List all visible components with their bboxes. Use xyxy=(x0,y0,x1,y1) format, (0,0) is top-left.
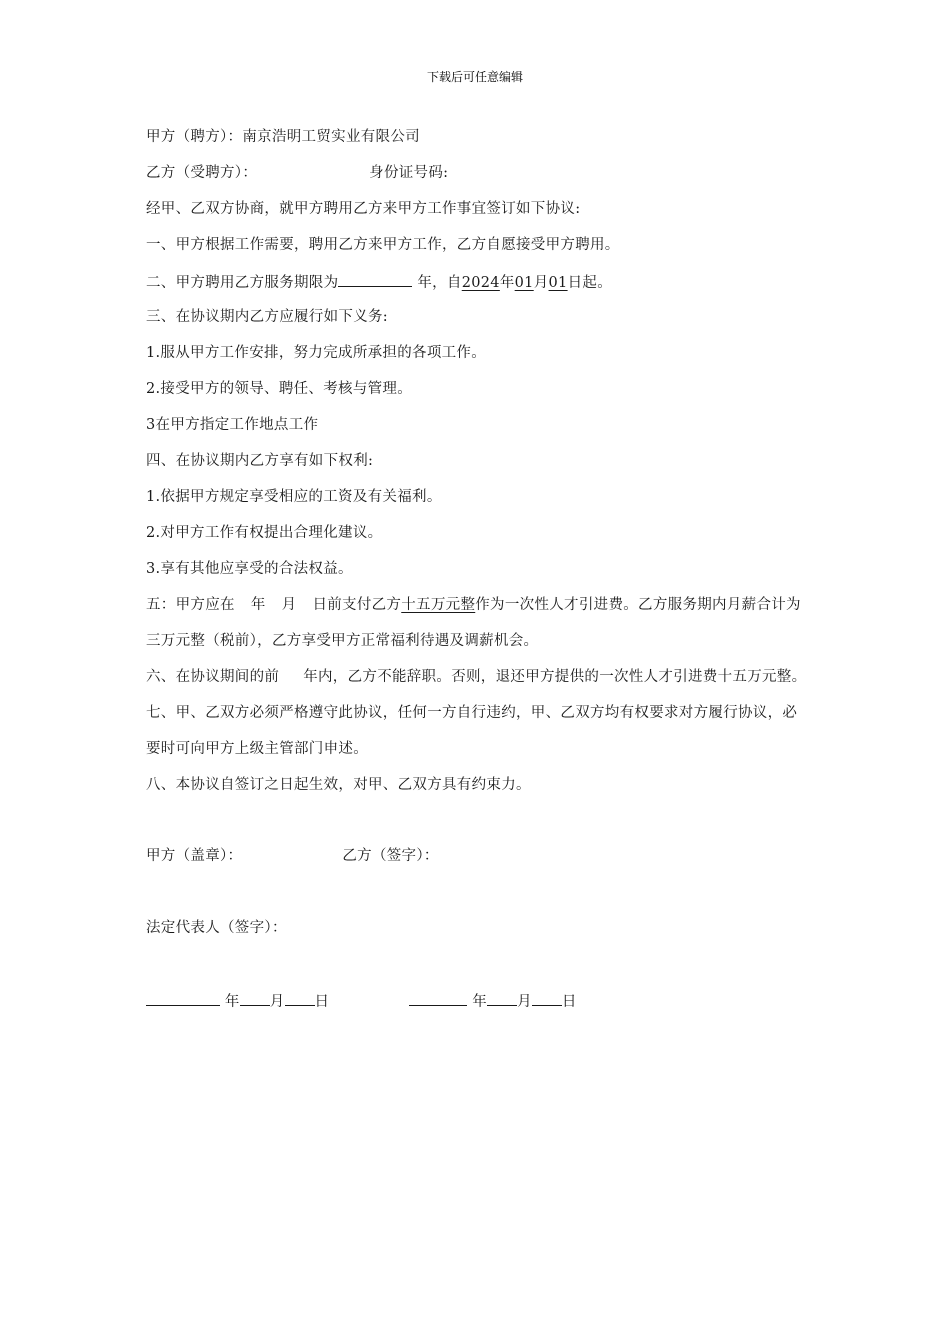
party-b-year-label: 年 xyxy=(472,994,488,1010)
clause-5-part1: 五：甲方应在 xyxy=(146,597,235,613)
party-a-month-blank xyxy=(240,989,270,1006)
right-2: 2.对甲方工作有权提出合理化建议。 xyxy=(146,525,383,541)
party-b-line xyxy=(146,162,808,198)
clause-6-part1: 六、在协议期间的前 xyxy=(146,669,280,685)
clause-8: 八、本协议自签订之日起生效，对甲、乙双方具有约束力。 xyxy=(146,777,531,793)
party-b-year-blank xyxy=(409,989,467,1006)
year-char: 年 xyxy=(499,275,515,291)
party-a-year-blank xyxy=(146,989,220,1006)
party-b-day-label: 日 xyxy=(561,994,577,1010)
party-a-seal-label: 甲方（盖章）： xyxy=(146,848,243,864)
clause-6-part2: 年内，乙方不能辞职。否则，退还甲方提供的一次性人才引进费十五万元整。 xyxy=(303,669,807,685)
day-char: 日起。 xyxy=(567,275,612,291)
right-3: 3.享有其他应享受的合法权益。 xyxy=(146,561,353,577)
party-a-month-label: 月 xyxy=(269,994,285,1010)
clause-5 xyxy=(146,587,808,659)
duty-2: 2.接受甲方的领导、聘任、考核与管理。 xyxy=(146,381,413,397)
clause-3: 三、在协议期内乙方应履行如下义务: xyxy=(146,309,388,325)
clause-5-part4: 日前支付乙方 xyxy=(312,597,402,613)
spacer xyxy=(146,810,808,845)
month-char: 月 xyxy=(533,275,549,291)
date-row xyxy=(146,989,808,1025)
party-b-sign-label: 乙方（签字）： xyxy=(342,848,439,864)
party-a-year-label: 年 xyxy=(224,994,240,1010)
clause-2-year-label: 年，自 xyxy=(417,275,462,291)
id-number-label: 身份证号码: xyxy=(369,165,449,181)
page-header: 下载后可任意编辑 xyxy=(426,70,523,84)
intro-line: 经甲、乙双方协商，就甲方聘用乙方来甲方工作事宜签订如下协议: xyxy=(146,201,581,217)
clause-6 xyxy=(146,659,808,695)
party-a-day-label: 日 xyxy=(314,994,330,1010)
clause-2 xyxy=(146,270,808,306)
term-years-blank xyxy=(338,270,412,287)
duty-1: 1.服从甲方工作安排，努力完成所承担的各项工作。 xyxy=(146,345,487,361)
party-b-day-blank xyxy=(532,989,562,1006)
clause-4: 四、在协议期内乙方享有如下权利: xyxy=(146,453,374,469)
clause-5-year: 年 xyxy=(250,597,266,613)
party-a-day-blank xyxy=(285,989,315,1006)
clause-2-prefix: 二、甲方聘用乙方服务期限为 xyxy=(146,275,339,291)
clause-5-part5: 作为一次性人才引进费。乙方服务期内月薪合计为三万元整（税前），乙方享受甲方正常福利待遇及调薪机会。 xyxy=(146,597,801,649)
spacer xyxy=(146,953,808,989)
clause-5-month: 月 xyxy=(281,597,297,613)
agreement-body xyxy=(146,126,808,1025)
start-day: 01 xyxy=(548,275,568,291)
talent-fee-amount: 十五万元整 xyxy=(401,597,476,613)
signature-row xyxy=(146,845,808,881)
party-a-line: 甲方（聘方）：南京浩明工贸实业有限公司 xyxy=(146,129,420,145)
party-b-label: 乙方（受聘方）： xyxy=(146,165,258,181)
party-b-month-blank xyxy=(487,989,517,1006)
spacer xyxy=(146,881,808,917)
right-1: 1.依据甲方规定享受相应的工资及有关福利。 xyxy=(146,489,442,505)
start-month: 01 xyxy=(514,275,534,291)
duty-3: 3在甲方指定工作地点工作 xyxy=(146,417,319,433)
party-b-month-label: 月 xyxy=(517,994,532,1010)
clause-1: 一、甲方根据工作需要，聘用乙方来甲方工作，乙方自愿接受甲方聘用。 xyxy=(146,237,620,253)
clause-7: 七、甲、乙双方必须严格遵守此协议，任何一方自行违约，甲、乙双方均有权要求对方履行协议，必要时可向甲方上级主管部门申述。 xyxy=(146,705,798,757)
start-year: 2024 xyxy=(461,275,500,291)
legal-rep-line: 法定代表人（签字）： xyxy=(146,920,287,936)
